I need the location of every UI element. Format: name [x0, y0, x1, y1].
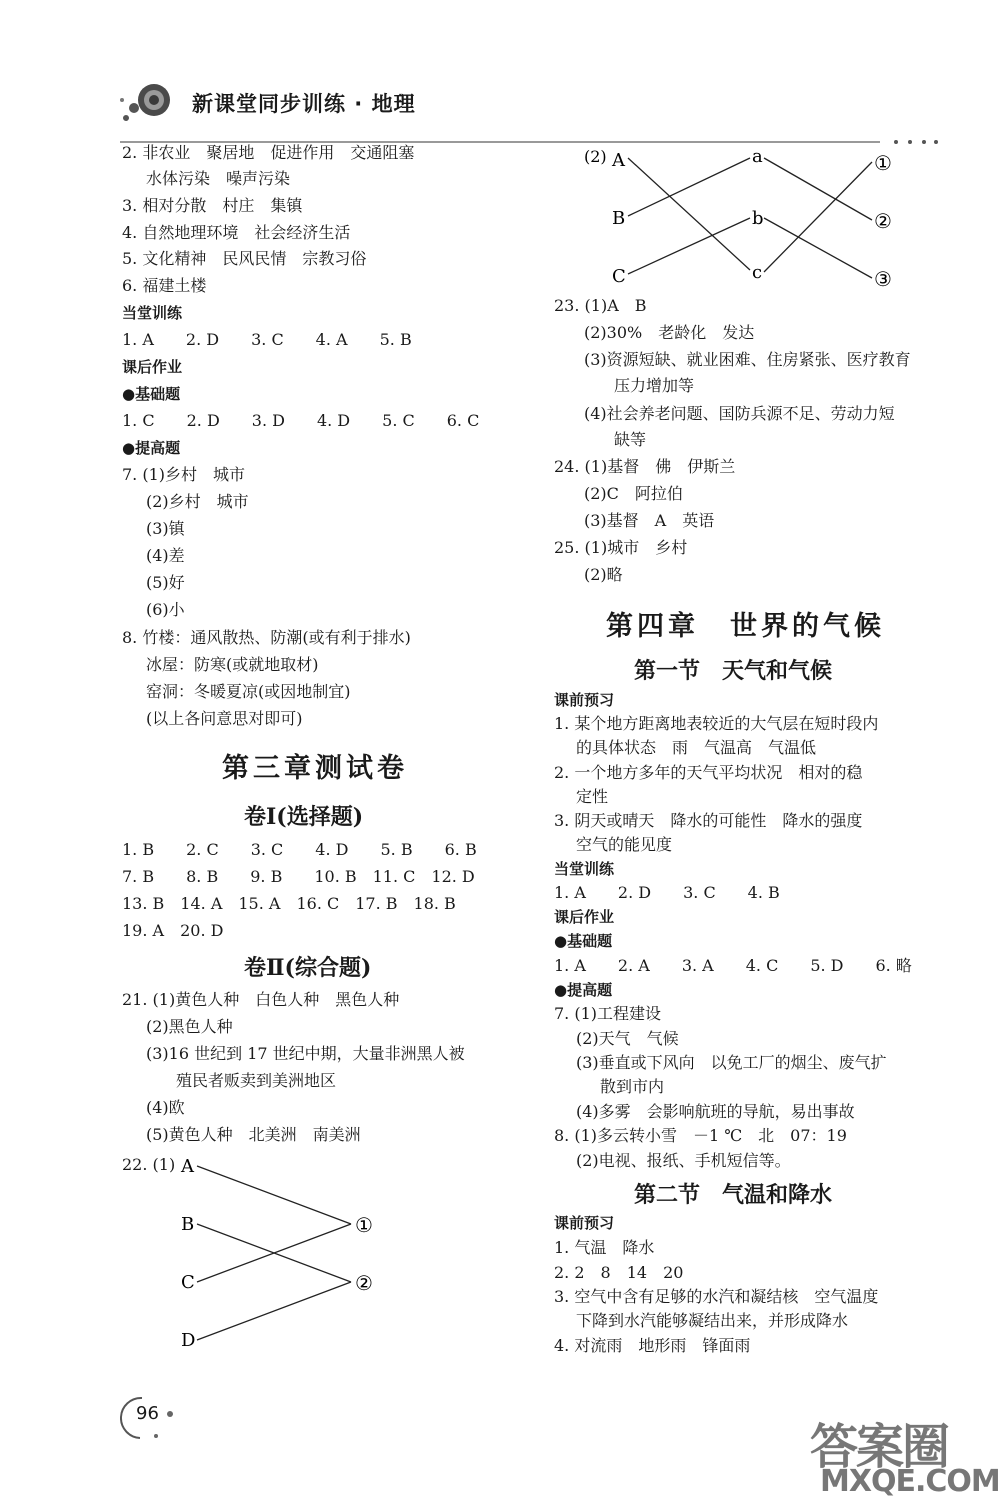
subheading: ●基础题	[554, 932, 613, 950]
diagram-label: A	[612, 150, 625, 171]
answer-line: (3)资源短缺、就业困难、住房紧张、医疗教育	[584, 350, 911, 369]
answer-line: 8. 竹楼：通风散热、防潮(或有利于排水)	[122, 628, 411, 647]
header-decoration-icon	[114, 78, 174, 126]
chapter-title: 第三章测试卷	[222, 753, 408, 784]
answer-line: 1. B 2. C 3. C 4. D 5. B 6. B	[122, 840, 477, 859]
header-title: 新课堂同步训练 · 地理	[192, 92, 416, 116]
answer-line: 24. (1)基督 佛 伊斯兰	[554, 457, 736, 476]
answer-line: (4)差	[146, 546, 185, 565]
answer-line: (2)乡村 城市	[146, 492, 249, 511]
section-title: 卷Ⅱ(综合题)	[244, 955, 372, 981]
answer-line: (2)电视、报纸、手机短信等。	[576, 1151, 791, 1170]
subheading: ●提高题	[554, 981, 613, 999]
answer-line: 6. 福建土楼	[122, 276, 207, 295]
answer-line: 7. (1)工程建设	[554, 1004, 662, 1023]
answer-line: (4)欧	[146, 1098, 185, 1117]
answer-line: 1. 气温 降水	[554, 1238, 655, 1257]
matching-diagram-2	[584, 144, 914, 292]
diagram-label: ③	[874, 267, 892, 291]
answer-line: (2)30% 老龄化 发达	[584, 323, 755, 342]
answer-line: (2)天气 气候	[576, 1029, 679, 1048]
answer-line: 3. 相对分散 村庄 集镇	[122, 196, 303, 215]
answer-line: 缺等	[614, 430, 647, 449]
chapter-title: 第四章 世界的气候	[606, 611, 885, 642]
answer-line: (4)多雾 会影响航班的导航，易出事故	[576, 1102, 855, 1121]
answer-line: 13. B 14. A 15. A 16. C 17. B 18. B	[122, 894, 456, 913]
answer-line: 空气的能见度	[576, 835, 673, 854]
diagram-label: (2)	[584, 147, 607, 166]
subheading: 课后作业	[554, 908, 615, 926]
answer-line: (3)基督 A 英语	[584, 511, 715, 530]
answer-line: (5)好	[146, 573, 185, 592]
section-title: 第二节 气温和降水	[634, 1182, 833, 1208]
diagram-label: B	[181, 1214, 195, 1235]
answer-line: 23. (1)A B	[554, 296, 647, 315]
answer-line: (3)16 世纪到 17 世纪中期，大量非洲黑人被	[146, 1044, 465, 1063]
answer-line: 2. 一个地方多年的天气平均状况 相对的稳	[554, 763, 863, 782]
diagram-label: D	[181, 1330, 196, 1351]
answer-line: 殖民者贩卖到美洲地区	[176, 1071, 337, 1090]
answer-line: 冰屋：防寒(或就地取材)	[146, 655, 319, 674]
diagram-label: B	[612, 208, 626, 229]
answer-line: (3)镇	[146, 519, 185, 538]
answer-line: 5. 文化精神 民风民情 宗教习俗	[122, 249, 367, 268]
diagram-label: a	[752, 146, 763, 167]
answer-line: 3. 空气中含有足够的水汽和凝结核 空气温度	[554, 1287, 879, 1306]
diagram-label: ②	[355, 1271, 373, 1295]
answer-line: (2)黑色人种	[146, 1017, 233, 1036]
answer-line: (5)黄色人种 北美洲 南美洲	[146, 1125, 361, 1144]
answer-line: 下降到水汽能够凝结出来，并形成降水	[576, 1311, 849, 1330]
diagram-label: ②	[874, 209, 892, 233]
answer-line: 7. (1)乡村 城市	[122, 465, 246, 484]
subheading: 课后作业	[122, 358, 183, 376]
answer-line: 窑洞：冬暖夏凉(或因地制宜)	[146, 682, 351, 701]
subheading: 课前预习	[554, 1214, 615, 1232]
answer-line: 22. (1)	[122, 1155, 176, 1174]
diagram-label: b	[752, 208, 764, 229]
answer-line: 2. 2 8 14 20	[554, 1263, 684, 1282]
diagram-label: ①	[355, 1213, 373, 1237]
answer-line: 4. 对流雨 地形雨 锋面雨	[554, 1336, 751, 1355]
subheading: 当堂训练	[554, 860, 615, 878]
answer-line: 7. B 8. B 9. B 10. B 11. C 12. D	[122, 867, 475, 886]
answer-line: 21. (1)黄色人种 白色人种 黑色人种	[122, 990, 400, 1009]
diagram-label: c	[752, 262, 763, 283]
page-number: 96	[136, 1403, 159, 1424]
answer-line: 8. (1)多云转小雪 －1 ℃ 北 07：19	[554, 1126, 847, 1145]
answer-line: 压力增加等	[614, 376, 695, 395]
answer-line: (4)社会养老问题、国防兵源不足、劳动力短	[584, 404, 895, 423]
diagram-label: C	[612, 266, 626, 287]
subheading: 当堂训练	[122, 304, 183, 322]
answer-line: 19. A 20. D	[122, 921, 224, 940]
answer-line: 散到市内	[600, 1077, 665, 1096]
answer-line: 3. 阴天或晴天 降水的可能性 降水的强度	[554, 811, 863, 830]
diagram-label: C	[181, 1272, 195, 1293]
answer-line: 1. A 2. D 3. C 4. A 5. B	[122, 330, 412, 349]
answer-line: 定性	[576, 787, 609, 806]
matching-diagram-22	[175, 1150, 395, 1360]
answer-line: 4. 自然地理环境 社会经济生活	[122, 223, 351, 242]
subheading: 课前预习	[554, 691, 615, 709]
answer-line: 的具体状态 雨 气温高 气温低	[576, 738, 817, 757]
answer-line: (3)垂直或下风向 以免工厂的烟尘、废气扩	[576, 1053, 887, 1072]
diagram-label: ①	[874, 151, 892, 175]
answer-line: 1. 某个地方距离地表较近的大气层在短时段内	[554, 714, 879, 733]
subheading: ●提高题	[122, 439, 181, 457]
answer-line: 1. A 2. D 3. C 4. B	[554, 883, 780, 902]
answer-line: (6)小	[146, 600, 185, 619]
answer-line: (2)C 阿拉伯	[584, 484, 683, 503]
subheading: ●基础题	[122, 385, 181, 403]
watermark-logo: 答案圈	[810, 1419, 949, 1475]
answer-line: 1. A 2. A 3. A 4. C 5. D 6. 略	[554, 956, 912, 975]
answer-line: 水体污染 噪声污染	[146, 169, 291, 188]
diagram-label: A	[181, 1156, 194, 1177]
answer-line: 2. 非农业 聚居地 促进作用 交通阻塞	[122, 143, 415, 162]
answer-line: (以上各问意思对即可)	[146, 709, 303, 728]
answer-line: 1. C 2. D 3. D 4. D 5. C 6. C	[122, 411, 480, 430]
answer-line: 25. (1)城市 乡村	[554, 538, 688, 557]
section-title: 卷Ⅰ(选择题)	[244, 804, 364, 830]
watermark-url: MXQE.COM	[820, 1464, 1000, 1499]
section-title: 第一节 天气和气候	[634, 658, 833, 684]
answer-line: (2)略	[584, 565, 623, 584]
